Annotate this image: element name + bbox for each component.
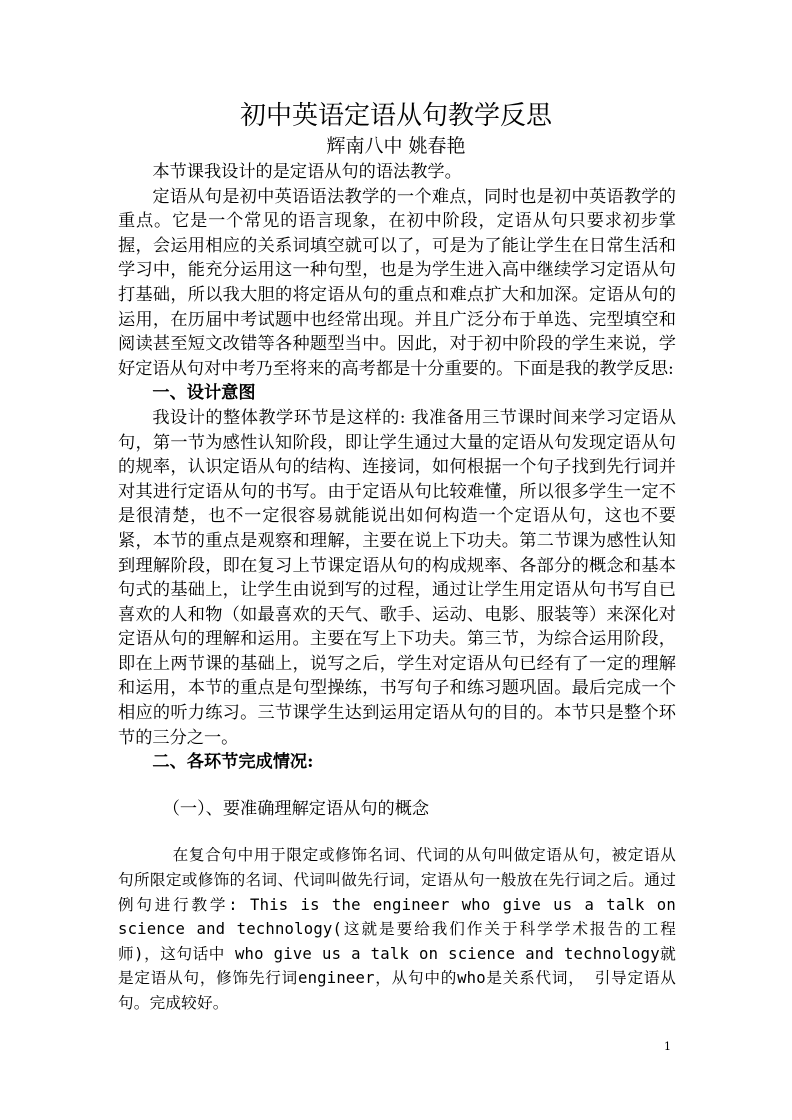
document-title: 初中英语定语从句教学反思 bbox=[239, 101, 552, 131]
document-body bbox=[118, 160, 676, 1016]
spacer bbox=[118, 775, 676, 797]
section-heading-2: 二、各环节完成情况: bbox=[152, 752, 314, 773]
paragraph-2: 我设计的整体教学环节是这样的: 我准备用三节课时间来学习定语从句，第一节为感性认知阶段，即让学生通过大量的定语从句发现定语从句的规率，认识定语从句的结构、连接词，如何根据一个句子找到先行词并对其进行定语从句的书写。由于定语从句比较难懂，所以很多学生一定不是很清楚，也不一定很容易就能说出如何构造一个定语从句，这也不要紧，本节的重点是观察和理解，主要在说上下功夫。第二节课为感性认知到理解阶段，即在复习上节课定语从句的构成规率、各部分的概念和基本句式的基础上，让学生由说到写的过程，通过让学生用定语从句书写自已喜欢的人和物（如最喜欢的天气、歌手、运动、电影、服装等）来深化对定语从句的理解和运用。主要在写上下功夫。第三节，为综合运用阶段，即在上两节课的基础上，说写之后，学生对定语从句已经有了一定的理解和运用，本节的重点是句型操练，书写句子和练习题巩固。最后完成一个相应的听力练习。三节课学生达到运用定语从句的目的。本节只是整个环节的三分之一。 bbox=[118, 407, 676, 748]
author-line: 辉南八中 姚春艳 bbox=[326, 135, 466, 157]
subsection-heading-1: （一）、要准确理解定语从句的概念 bbox=[162, 798, 430, 819]
spacer bbox=[118, 821, 676, 843]
intro-paragraph: 本节课我设计的是定语从句的语法教学。 bbox=[152, 162, 462, 182]
paragraph-3: 在复合句中用于限定或修饰名词、代词的从句叫做定语从句，被定语从句所限定或修饰的名词、代词叫做先行词，定语从句一般放在先行词之后。通过例句进行教学: This is the engineer who give us a talk on science and technology(这就是要给我们作关于科学学术报告的工程师)，这句话中 who give us a talk on science and technology就是定语从句，修饰先行词engineer，从句中的who是关系代词， 引导定语从句。完成较好。 bbox=[118, 846, 676, 1012]
paragraph-1: 定语从句是初中英语语法教学的一个难点，同时也是初中英语教学的重点。它是一个常见的语言现象，在初中阶段，定语从句只要求初步掌握，会运用相应的关系词填空就可以了，可是为了能让学生在日常生活和学习中，能充分运用这一种句型，也是为学生进入高中继续学习定语从句打基础，所以我大胆的将定语从句的重点和难点扩大和加深。定语从句的运用，在历届中考试题中也经常出现。并且广泛分布于单选、完型填空和阅读甚至短文改错等各种题型当中。因此，对于初中阶段的学生来说，学好定语从句对中考乃至将来的高考都是十分重要的。下面是我的教学反思: bbox=[118, 186, 676, 379]
page-number: 1 bbox=[664, 1040, 671, 1053]
section-heading-1: 一、设计意图 bbox=[152, 383, 256, 404]
